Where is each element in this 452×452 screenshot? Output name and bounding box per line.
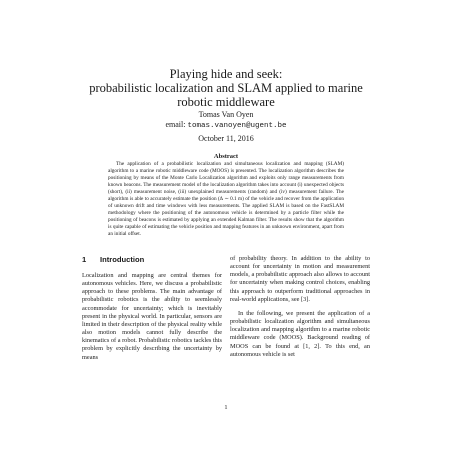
section-number: 1 [82, 255, 87, 264]
page-number: 1 [224, 404, 228, 411]
author-name: Tomas Van Oyen [198, 110, 254, 119]
title-line-3: robotic middleware [177, 95, 275, 110]
right-column-paragraph-1: of probability theory. In addition to the ability to account for uncertainty in motion and measurement models, a probabilistic approach also allows to account for uncertainty when making control choices, enabling this approach to outperform traditional approaches in real-world applications, see [3]. [230, 255, 370, 303]
title-line-2: probabilistic localization and SLAM applied to marine [89, 81, 363, 96]
left-column-paragraph: Localization and mapping are central themes for autonomous vehicles. Here, we discuss a probabilistic approach to these problems. The main advantage of probabilistic robotics is the ability to seemlessly accommodate for uncertainty; which is inevitably present in the physical world. In particular, sensors are limited in their description of the physical reality while also motion models cannot fully describe the kinematics of a robot. Probabilistic robotics tackles this problem by explicitly describing the uncertainty by means [82, 272, 222, 361]
email-label: email: [165, 120, 186, 129]
author-email: tomas.vanoyen@ugent.be [187, 122, 287, 130]
left-column [82, 272, 222, 362]
right-column [230, 255, 370, 359]
author-email-line [0, 120, 452, 131]
paper-date: October 11, 2016 [198, 134, 254, 143]
paper-title [60, 67, 392, 110]
right-column-paragraph-2: In the following, we present the application of a probabilistic localization algorithm and simultaneous localization and mapping algorithm to a marine robotic middleware code (MOOS). Background reading of MOOS can be found at [1, 2]. To this end, an autonomous vehicle is set [230, 309, 370, 358]
abstract-body: The application of a probabilistic localization and simultaneous localization and mapping (SLAM) algorithm to a marine robotic middleware code (MOOS) is presented. The localization algorithm describes the positioning by means of the Monte Carlo Localization algorithm and exploits only range measurements from known beacons. The measurement model of the localization algorithm takes into account (i) unexpected objects (short), (ii) measurement noise, (iii) unexplained measurements (random) and (iv) measurement failure. The algorithm is able to accurately estimate the position (∆ ∼ 0.1 m) of the vehicle and recover from the application of unknown drift and time windows with less measurements. The applied SLAM is based on the FastSLAM methodology where the positioning of the autonomous vehicle is determined by a particle filter while the positioning of beacons is estimated by applying an extended Kalman filter. The results show that the algorithm is quite capable of estimating the vehicle position and mapping features in an unknown environment, apart from an initial offset. [108, 161, 344, 238]
abstract-heading: Abstract [213, 153, 239, 160]
section-title: Introduction [100, 255, 145, 264]
title-line-1: Playing hide and seek: [169, 67, 283, 81]
section-heading [82, 255, 232, 264]
